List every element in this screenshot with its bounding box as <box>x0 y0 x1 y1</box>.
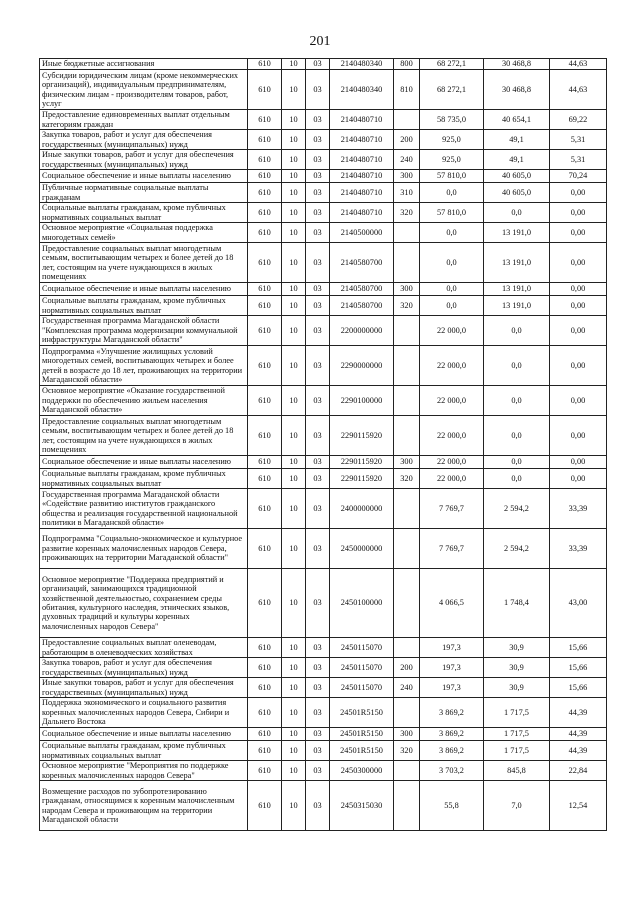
table-row <box>40 728 607 741</box>
cell-expense-type <box>394 761 420 781</box>
cell-executed: 0,0 <box>484 346 550 386</box>
cell-planned: 57 810,0 <box>420 203 484 223</box>
cell-razdel: 10 <box>282 150 306 170</box>
cell-name: Социальные выплаты гражданам, кроме публичных нормативных социальных выплат <box>40 203 248 223</box>
cell-grbs: 610 <box>248 316 282 346</box>
cell-podrazdel: 03 <box>306 658 330 678</box>
cell-podrazdel: 03 <box>306 678 330 698</box>
cell-expense-type <box>394 781 420 831</box>
cell-planned: 925,0 <box>420 150 484 170</box>
cell-razdel: 10 <box>282 469 306 489</box>
cell-expense-type <box>394 529 420 569</box>
cell-executed: 13 191,0 <box>484 296 550 316</box>
cell-podrazdel: 03 <box>306 489 330 529</box>
cell-expense-type <box>394 698 420 728</box>
cell-grbs: 610 <box>248 243 282 283</box>
cell-podrazdel: 03 <box>306 741 330 761</box>
cell-executed: 30,9 <box>484 638 550 658</box>
table-row <box>40 223 607 243</box>
cell-expense-type: 320 <box>394 469 420 489</box>
table-row <box>40 698 607 728</box>
cell-percent: 0,00 <box>550 416 607 456</box>
table-row <box>40 416 607 456</box>
cell-executed: 0,0 <box>484 456 550 469</box>
cell-podrazdel: 03 <box>306 569 330 638</box>
cell-percent: 12,54 <box>550 781 607 831</box>
cell-grbs: 610 <box>248 781 282 831</box>
cell-name: Возмещение расходов по зубопротезированию гражданам, относящимся к коренным малочисленным народам Севера и проживающим на территории Магаданской области <box>40 781 248 831</box>
cell-executed: 13 191,0 <box>484 283 550 296</box>
cell-planned: 0,0 <box>420 283 484 296</box>
cell-name: Иные закупки товаров, работ и услуг для обеспечения государственных (муниципальных) нужд <box>40 150 248 170</box>
cell-planned: 22 000,0 <box>420 346 484 386</box>
cell-planned: 925,0 <box>420 130 484 150</box>
cell-percent: 70,24 <box>550 170 607 183</box>
cell-podrazdel: 03 <box>306 59 330 70</box>
cell-executed: 0,0 <box>484 386 550 416</box>
cell-executed: 1 717,5 <box>484 728 550 741</box>
table-row <box>40 658 607 678</box>
cell-name: Предоставление социальных выплат многодетным семьям, воспитывающим четырех и более детей до 18 лет, состоящим на учете нуждающихся в жилых помещениях <box>40 416 248 456</box>
cell-expense-type: 320 <box>394 203 420 223</box>
cell-razdel: 10 <box>282 70 306 110</box>
cell-percent: 44,39 <box>550 741 607 761</box>
cell-grbs: 610 <box>248 203 282 223</box>
cell-planned: 22 000,0 <box>420 386 484 416</box>
cell-target-article: 2140480710 <box>330 150 394 170</box>
cell-percent: 44,63 <box>550 70 607 110</box>
cell-target-article: 2450115070 <box>330 638 394 658</box>
cell-razdel: 10 <box>282 130 306 150</box>
table-row <box>40 243 607 283</box>
cell-podrazdel: 03 <box>306 781 330 831</box>
cell-name: Социальные выплаты гражданам, кроме публичных нормативных социальных выплат <box>40 296 248 316</box>
cell-razdel: 10 <box>282 110 306 130</box>
cell-razdel: 10 <box>282 59 306 70</box>
cell-name: Иные бюджетные ассигнования <box>40 59 248 70</box>
table-row <box>40 638 607 658</box>
cell-podrazdel: 03 <box>306 638 330 658</box>
cell-grbs: 610 <box>248 416 282 456</box>
cell-executed: 2 594,2 <box>484 529 550 569</box>
cell-executed: 1 717,5 <box>484 741 550 761</box>
cell-expense-type <box>394 346 420 386</box>
cell-razdel: 10 <box>282 203 306 223</box>
cell-podrazdel: 03 <box>306 456 330 469</box>
cell-target-article: 2450000000 <box>330 529 394 569</box>
cell-razdel: 10 <box>282 296 306 316</box>
cell-razdel: 10 <box>282 170 306 183</box>
cell-planned: 3 703,2 <box>420 761 484 781</box>
cell-expense-type: 300 <box>394 456 420 469</box>
cell-podrazdel: 03 <box>306 223 330 243</box>
cell-target-article: 2290115920 <box>330 469 394 489</box>
cell-grbs: 610 <box>248 728 282 741</box>
cell-grbs: 610 <box>248 110 282 130</box>
cell-grbs: 610 <box>248 678 282 698</box>
cell-executed: 30,9 <box>484 658 550 678</box>
cell-grbs: 610 <box>248 638 282 658</box>
cell-executed: 49,1 <box>484 130 550 150</box>
table-row <box>40 110 607 130</box>
cell-grbs: 610 <box>248 761 282 781</box>
table-row <box>40 529 607 569</box>
cell-planned: 3 869,2 <box>420 728 484 741</box>
table-row <box>40 203 607 223</box>
cell-expense-type: 300 <box>394 170 420 183</box>
cell-razdel: 10 <box>282 529 306 569</box>
cell-name: Закупка товаров, работ и услуг для обеспечения государственных (муниципальных) нужд <box>40 658 248 678</box>
cell-expense-type: 800 <box>394 59 420 70</box>
cell-podrazdel: 03 <box>306 728 330 741</box>
cell-podrazdel: 03 <box>306 243 330 283</box>
cell-name: Основное мероприятие «Социальная поддержка многодетных семей» <box>40 223 248 243</box>
cell-name: Иные закупки товаров, работ и услуг для обеспечения государственных (муниципальных) нужд <box>40 678 248 698</box>
cell-razdel: 10 <box>282 638 306 658</box>
cell-planned: 22 000,0 <box>420 316 484 346</box>
cell-target-article: 2290000000 <box>330 346 394 386</box>
cell-podrazdel: 03 <box>306 761 330 781</box>
cell-expense-type <box>394 416 420 456</box>
cell-percent: 0,00 <box>550 346 607 386</box>
cell-planned: 68 272,1 <box>420 70 484 110</box>
cell-planned: 0,0 <box>420 223 484 243</box>
cell-razdel: 10 <box>282 416 306 456</box>
cell-planned: 7 769,7 <box>420 529 484 569</box>
table-row <box>40 761 607 781</box>
cell-planned: 57 810,0 <box>420 170 484 183</box>
cell-percent: 33,39 <box>550 529 607 569</box>
cell-name: Социальное обеспечение и иные выплаты населению <box>40 728 248 741</box>
cell-planned: 22 000,0 <box>420 416 484 456</box>
cell-grbs: 610 <box>248 456 282 469</box>
cell-executed: 30,9 <box>484 678 550 698</box>
table-row <box>40 346 607 386</box>
cell-expense-type <box>394 243 420 283</box>
cell-podrazdel: 03 <box>306 386 330 416</box>
cell-expense-type: 300 <box>394 283 420 296</box>
cell-grbs: 610 <box>248 296 282 316</box>
cell-name: Подпрограмма «Улучшение жилищных условий многодетных семей, воспитывающих четырех и более детей в возрасте до 18 лет, проживающих на территории Магаданской области» <box>40 346 248 386</box>
cell-executed: 0,0 <box>484 416 550 456</box>
cell-executed: 845,8 <box>484 761 550 781</box>
cell-percent: 5,31 <box>550 150 607 170</box>
cell-target-article: 2400000000 <box>330 489 394 529</box>
cell-percent: 0,00 <box>550 283 607 296</box>
cell-executed: 40 605,0 <box>484 183 550 203</box>
cell-grbs: 610 <box>248 741 282 761</box>
cell-percent: 5,31 <box>550 130 607 150</box>
cell-grbs: 610 <box>248 386 282 416</box>
cell-planned: 197,3 <box>420 678 484 698</box>
cell-planned: 197,3 <box>420 658 484 678</box>
table-row <box>40 469 607 489</box>
cell-podrazdel: 03 <box>306 70 330 110</box>
cell-percent: 15,66 <box>550 638 607 658</box>
cell-razdel: 10 <box>282 346 306 386</box>
cell-target-article: 2140480340 <box>330 59 394 70</box>
cell-target-article: 2140480710 <box>330 170 394 183</box>
cell-target-article: 2290115920 <box>330 456 394 469</box>
cell-planned: 7 769,7 <box>420 489 484 529</box>
cell-expense-type: 240 <box>394 678 420 698</box>
cell-planned: 68 272,1 <box>420 59 484 70</box>
table-row <box>40 296 607 316</box>
cell-razdel: 10 <box>282 489 306 529</box>
cell-name: Основное мероприятие "Мероприятия по поддержке коренных малочисленных народов Севера" <box>40 761 248 781</box>
cell-podrazdel: 03 <box>306 203 330 223</box>
cell-grbs: 610 <box>248 170 282 183</box>
cell-target-article: 2450300000 <box>330 761 394 781</box>
cell-name: Предоставление социальных выплат оленеводам, работающим в оленеводческих хозяйствах <box>40 638 248 658</box>
cell-name: Предоставление единовременных выплат отдельным категориям граждан <box>40 110 248 130</box>
cell-percent: 44,63 <box>550 59 607 70</box>
cell-grbs: 610 <box>248 59 282 70</box>
cell-grbs: 610 <box>248 223 282 243</box>
cell-name: Субсидии юридическим лицам (кроме некоммерческих организаций), индивидуальным предпринимателям, физическим лицам - производителям товаров, работ, услуг <box>40 70 248 110</box>
table-row <box>40 183 607 203</box>
table-row <box>40 130 607 150</box>
cell-percent: 0,00 <box>550 386 607 416</box>
cell-razdel: 10 <box>282 698 306 728</box>
table-row <box>40 678 607 698</box>
cell-executed: 1 717,5 <box>484 698 550 728</box>
cell-grbs: 610 <box>248 529 282 569</box>
cell-target-article: 24501R5150 <box>330 728 394 741</box>
cell-planned: 22 000,0 <box>420 469 484 489</box>
cell-percent: 0,00 <box>550 203 607 223</box>
cell-expense-type <box>394 110 420 130</box>
cell-executed: 40 605,0 <box>484 170 550 183</box>
cell-razdel: 10 <box>282 728 306 741</box>
cell-razdel: 10 <box>282 678 306 698</box>
cell-percent: 44,39 <box>550 728 607 741</box>
cell-percent: 69,22 <box>550 110 607 130</box>
cell-grbs: 610 <box>248 489 282 529</box>
cell-podrazdel: 03 <box>306 316 330 346</box>
cell-percent: 0,00 <box>550 316 607 346</box>
cell-target-article: 2450315030 <box>330 781 394 831</box>
cell-razdel: 10 <box>282 658 306 678</box>
cell-razdel: 10 <box>282 283 306 296</box>
cell-percent: 44,39 <box>550 698 607 728</box>
cell-percent: 43,00 <box>550 569 607 638</box>
cell-executed: 49,1 <box>484 150 550 170</box>
cell-name: Социальные выплаты гражданам, кроме публичных нормативных социальных выплат <box>40 469 248 489</box>
cell-planned: 3 869,2 <box>420 698 484 728</box>
cell-expense-type: 320 <box>394 296 420 316</box>
cell-razdel: 10 <box>282 781 306 831</box>
cell-grbs: 610 <box>248 346 282 386</box>
cell-podrazdel: 03 <box>306 698 330 728</box>
cell-grbs: 610 <box>248 70 282 110</box>
cell-target-article: 2290115920 <box>330 416 394 456</box>
cell-razdel: 10 <box>282 316 306 346</box>
cell-percent: 0,00 <box>550 456 607 469</box>
cell-name: Предоставление социальных выплат многодетным семьям, воспитывающим четырех и более детей до 18 лет, состоящим на учете нуждающихся в жилых помещениях <box>40 243 248 283</box>
cell-target-article: 24501R5150 <box>330 741 394 761</box>
cell-razdel: 10 <box>282 569 306 638</box>
cell-razdel: 10 <box>282 456 306 469</box>
cell-grbs: 610 <box>248 183 282 203</box>
table-row <box>40 781 607 831</box>
cell-executed: 7,0 <box>484 781 550 831</box>
cell-target-article: 2140480710 <box>330 203 394 223</box>
cell-expense-type <box>394 316 420 346</box>
cell-percent: 0,00 <box>550 469 607 489</box>
cell-executed: 0,0 <box>484 316 550 346</box>
cell-target-article: 2140580700 <box>330 283 394 296</box>
cell-target-article: 2450115070 <box>330 658 394 678</box>
cell-target-article: 2450100000 <box>330 569 394 638</box>
cell-percent: 15,66 <box>550 678 607 698</box>
cell-executed: 30 468,8 <box>484 59 550 70</box>
cell-name: Социальные выплаты гражданам, кроме публичных нормативных социальных выплат <box>40 741 248 761</box>
cell-planned: 55,8 <box>420 781 484 831</box>
cell-name: Поддержка экономического и социального развития коренных малочисленных народов Севера, Сибири и Дальнего Востока <box>40 698 248 728</box>
cell-planned: 0,0 <box>420 243 484 283</box>
cell-podrazdel: 03 <box>306 469 330 489</box>
cell-percent: 0,00 <box>550 296 607 316</box>
cell-name: Государственная программа Магаданской области «Содействие развитию институтов гражданского общества и реализация государственной национальной политики в Магаданской области» <box>40 489 248 529</box>
page-number: 201 <box>309 34 331 49</box>
cell-podrazdel: 03 <box>306 110 330 130</box>
table-row <box>40 70 607 110</box>
cell-expense-type: 200 <box>394 130 420 150</box>
cell-expense-type <box>394 386 420 416</box>
cell-name: Подпрограмма "Социально-экономическое и культурное развитие коренных малочисленных народов Севера, проживающих на территории Магаданской области" <box>40 529 248 569</box>
cell-expense-type: 310 <box>394 183 420 203</box>
cell-executed: 1 748,4 <box>484 569 550 638</box>
table-row <box>40 569 607 638</box>
cell-executed: 40 654,1 <box>484 110 550 130</box>
cell-podrazdel: 03 <box>306 296 330 316</box>
table-row <box>40 150 607 170</box>
cell-planned: 4 066,5 <box>420 569 484 638</box>
cell-razdel: 10 <box>282 223 306 243</box>
cell-grbs: 610 <box>248 283 282 296</box>
table-row <box>40 283 607 296</box>
cell-grbs: 610 <box>248 150 282 170</box>
cell-name: Публичные нормативные социальные выплаты гражданам <box>40 183 248 203</box>
cell-grbs: 610 <box>248 569 282 638</box>
cell-target-article: 2140480710 <box>330 183 394 203</box>
cell-name: Социальное обеспечение и иные выплаты населению <box>40 283 248 296</box>
cell-percent: 22,84 <box>550 761 607 781</box>
cell-name: Основное мероприятие "Поддержка предприятий и организаций, занимающихся традиционной хозяйственной деятельностью, сохранением среды обитания, культурного наследия, этнических языков, духовных традиций и культуры коренных малочисленных народов Севера" <box>40 569 248 638</box>
cell-executed: 0,0 <box>484 203 550 223</box>
cell-name: Государственная программа Магаданской области "Комплексная программа модернизации коммунальной инфраструктуры Магаданской области" <box>40 316 248 346</box>
cell-planned: 0,0 <box>420 296 484 316</box>
cell-expense-type <box>394 638 420 658</box>
cell-executed: 2 594,2 <box>484 489 550 529</box>
cell-podrazdel: 03 <box>306 170 330 183</box>
cell-target-article: 2200000000 <box>330 316 394 346</box>
cell-percent: 0,00 <box>550 223 607 243</box>
cell-target-article: 2140480710 <box>330 110 394 130</box>
cell-razdel: 10 <box>282 183 306 203</box>
cell-target-article: 2290100000 <box>330 386 394 416</box>
cell-razdel: 10 <box>282 243 306 283</box>
cell-planned: 22 000,0 <box>420 456 484 469</box>
cell-podrazdel: 03 <box>306 150 330 170</box>
cell-grbs: 610 <box>248 469 282 489</box>
cell-podrazdel: 03 <box>306 346 330 386</box>
cell-name: Закупка товаров, работ и услуг для обеспечения государственных (муниципальных) нужд <box>40 130 248 150</box>
table-row <box>40 386 607 416</box>
cell-expense-type: 200 <box>394 658 420 678</box>
cell-executed: 13 191,0 <box>484 223 550 243</box>
cell-executed: 30 468,8 <box>484 70 550 110</box>
cell-podrazdel: 03 <box>306 183 330 203</box>
cell-target-article: 24501R5150 <box>330 698 394 728</box>
cell-name: Социальное обеспечение и иные выплаты населению <box>40 456 248 469</box>
table-row <box>40 316 607 346</box>
cell-percent: 0,00 <box>550 183 607 203</box>
cell-expense-type: 300 <box>394 728 420 741</box>
cell-target-article: 2140580700 <box>330 243 394 283</box>
cell-expense-type: 810 <box>394 70 420 110</box>
cell-expense-type <box>394 223 420 243</box>
cell-percent: 15,66 <box>550 658 607 678</box>
cell-planned: 58 735,0 <box>420 110 484 130</box>
cell-executed: 0,0 <box>484 469 550 489</box>
cell-grbs: 610 <box>248 698 282 728</box>
cell-target-article: 2140580700 <box>330 296 394 316</box>
cell-razdel: 10 <box>282 761 306 781</box>
cell-percent: 33,39 <box>550 489 607 529</box>
table-row <box>40 170 607 183</box>
cell-planned: 3 869,2 <box>420 741 484 761</box>
cell-razdel: 10 <box>282 386 306 416</box>
cell-name: Основное мероприятие «Оказание государственной поддержки по обеспечению жильем населения Магаданской области» <box>40 386 248 416</box>
cell-target-article: 2140500000 <box>330 223 394 243</box>
cell-planned: 0,0 <box>420 183 484 203</box>
cell-target-article: 2450115070 <box>330 678 394 698</box>
cell-name: Социальное обеспечение и иные выплаты населению <box>40 170 248 183</box>
cell-podrazdel: 03 <box>306 529 330 569</box>
table-row <box>40 59 607 70</box>
cell-podrazdel: 03 <box>306 283 330 296</box>
cell-percent: 0,00 <box>550 243 607 283</box>
cell-razdel: 10 <box>282 741 306 761</box>
cell-target-article: 2140480340 <box>330 70 394 110</box>
cell-podrazdel: 03 <box>306 130 330 150</box>
table-row <box>40 741 607 761</box>
cell-podrazdel: 03 <box>306 416 330 456</box>
cell-grbs: 610 <box>248 130 282 150</box>
budget-table <box>39 58 607 831</box>
cell-planned: 197,3 <box>420 638 484 658</box>
cell-expense-type: 320 <box>394 741 420 761</box>
table-row <box>40 489 607 529</box>
cell-expense-type: 240 <box>394 150 420 170</box>
table-row <box>40 456 607 469</box>
cell-grbs: 610 <box>248 658 282 678</box>
cell-executed: 13 191,0 <box>484 243 550 283</box>
cell-target-article: 2140480710 <box>330 130 394 150</box>
cell-expense-type <box>394 569 420 638</box>
table-body <box>40 59 607 831</box>
cell-expense-type <box>394 489 420 529</box>
